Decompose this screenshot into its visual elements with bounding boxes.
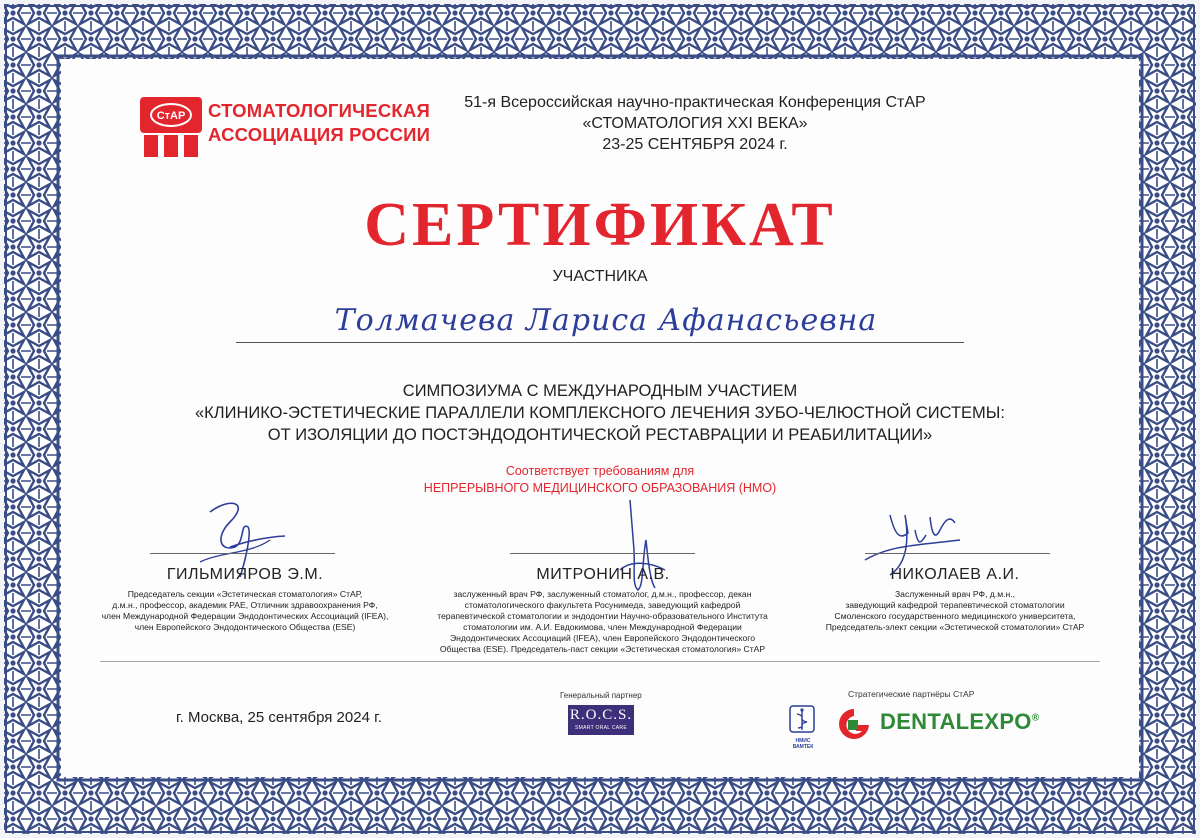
- desc-line: Эндодонтических Ассоциаций (IFEA), член Европейского Эндодонтического: [449, 633, 756, 643]
- issue-date: г. Москва, 25 сентября 2024 г.: [176, 709, 382, 726]
- conference-line3: 23-25 СЕНТЯБРЯ 2024 г.: [602, 136, 788, 153]
- desc-line: Заслуженный врач РФ, д.м.н.,: [894, 589, 1016, 599]
- signatory-name-3: НИКОЛАЕВ А.И.: [890, 566, 1020, 583]
- signature-line-3: [865, 553, 1050, 554]
- desc-line: заведующий кафедрой терапевтической стоматологии: [845, 600, 1065, 610]
- signatory-desc-1: [90, 589, 400, 633]
- desc-line: заслуженный врач РФ, заслуженный стоматолог, д.м.н., профессор, декан: [453, 589, 752, 599]
- nmc-name: НМИС ВАМТЕК: [792, 738, 814, 750]
- strategic-partners-label: Стратегические партнёры СтАР: [848, 689, 975, 699]
- logo-letters: СтАР: [156, 110, 186, 122]
- nmo-line2: НЕПРЕРЫВНОГО МЕДИЦИНСКОГО ОБРАЗОВАНИЯ (НМО): [423, 481, 777, 495]
- desc-line: Председатель секции «Эстетическая стоматология» СтАР,: [127, 589, 363, 599]
- desc-line: д.м.н., профессор, академик РАЕ, Отличник здравоохранения РФ,: [112, 600, 378, 610]
- symposium-title: [60, 380, 1140, 446]
- signature-line-2: [510, 553, 695, 554]
- signatory-name-2: МИТРОНИН А.В.: [536, 566, 670, 583]
- desc-line: Председатель-элект секции «Эстетической стоматологии» СтАР: [825, 622, 1085, 632]
- registered-mark: ®: [1031, 712, 1040, 724]
- rocs-name: R.O.C.S.: [569, 707, 633, 723]
- desc-line: Смоленского государственного медицинского университета,: [834, 611, 1076, 621]
- certificate-subtitle: УЧАСТНИКА: [552, 268, 648, 285]
- desc-line: стоматологии им. А.И. Евдокимова, член Международной Федерации: [463, 622, 742, 632]
- symposium-line2: «КЛИНИКО-ЭСТЕТИЧЕСКИЕ ПАРАЛЛЕЛИ КОМПЛЕКСНОГО ЛЕЧЕНИЯ ЗУБО-ЧЕЛЮСТНОЙ СИСТЕМЫ:: [195, 404, 1005, 422]
- conference-line1: 51-я Всероссийская научно-практическая Конференция СтАР: [464, 94, 926, 111]
- symposium-line3: ОТ ИЗОЛЯЦИИ ДО ПОСТЭНДОДОНТИЧЕСКОЙ РЕСТАВРАЦИИ И РЕАБИЛИТАЦИИ»: [267, 426, 933, 444]
- symposium-line1: СИМПОЗИУМА С МЕЖДУНАРОДНЫМ УЧАСТИЕМ: [402, 382, 798, 400]
- signature-line-1: [150, 553, 335, 554]
- nmc-caduceus-icon: [788, 704, 816, 736]
- organization-name-line1: СТОМАТОЛОГИЧЕСКАЯ: [208, 100, 430, 121]
- conference-header: [450, 92, 940, 155]
- dentalexpo-logo-icon: [834, 706, 874, 742]
- signatory-desc-3: [800, 589, 1110, 633]
- general-partner-label: Генеральный партнер: [560, 691, 642, 700]
- footer-divider: [100, 661, 1100, 662]
- star-logo-icon: [140, 97, 202, 159]
- signatory-desc-2: [430, 589, 775, 655]
- rocs-logo: [568, 705, 634, 735]
- desc-line: терапевтической стоматологии и эндодонтии Научно-образовательного Института: [437, 611, 768, 621]
- desc-line: стоматологического факультета Росунимеда, заведующий кафедрой: [464, 600, 741, 610]
- desc-line: член Европейского Эндодонтического Общества (ESE): [134, 622, 356, 632]
- organization-name-line2: АССОЦИАЦИЯ РОССИИ: [208, 124, 431, 145]
- nmo-line1: Соответствует требованиям для: [505, 464, 695, 478]
- desc-line: член Международной Федерации Эндодонтических Ассоциаций (IFEA),: [101, 611, 389, 621]
- dentalexpo-name: [880, 709, 1039, 735]
- rocs-tagline: SMART ORAL CARE: [575, 725, 627, 731]
- certificate-title: СЕРТИФИКАТ: [364, 191, 836, 259]
- desc-line: Общества (ESE). Председатель-паст секции «Эстетическая стоматология» СтАР: [439, 644, 766, 654]
- signatory-name-1: ГИЛЬМИЯРОВ Э.М.: [166, 566, 324, 583]
- organization-name: [208, 99, 430, 147]
- dentalexpo-wordmark: DENTALEXPO: [880, 709, 1032, 734]
- participant-name: Толмачева Лариса Афанасьевна: [334, 303, 878, 338]
- conference-line2: «СТОМАТОЛОГИЯ XXI ВЕКА»: [582, 115, 808, 132]
- name-underline: [236, 342, 964, 343]
